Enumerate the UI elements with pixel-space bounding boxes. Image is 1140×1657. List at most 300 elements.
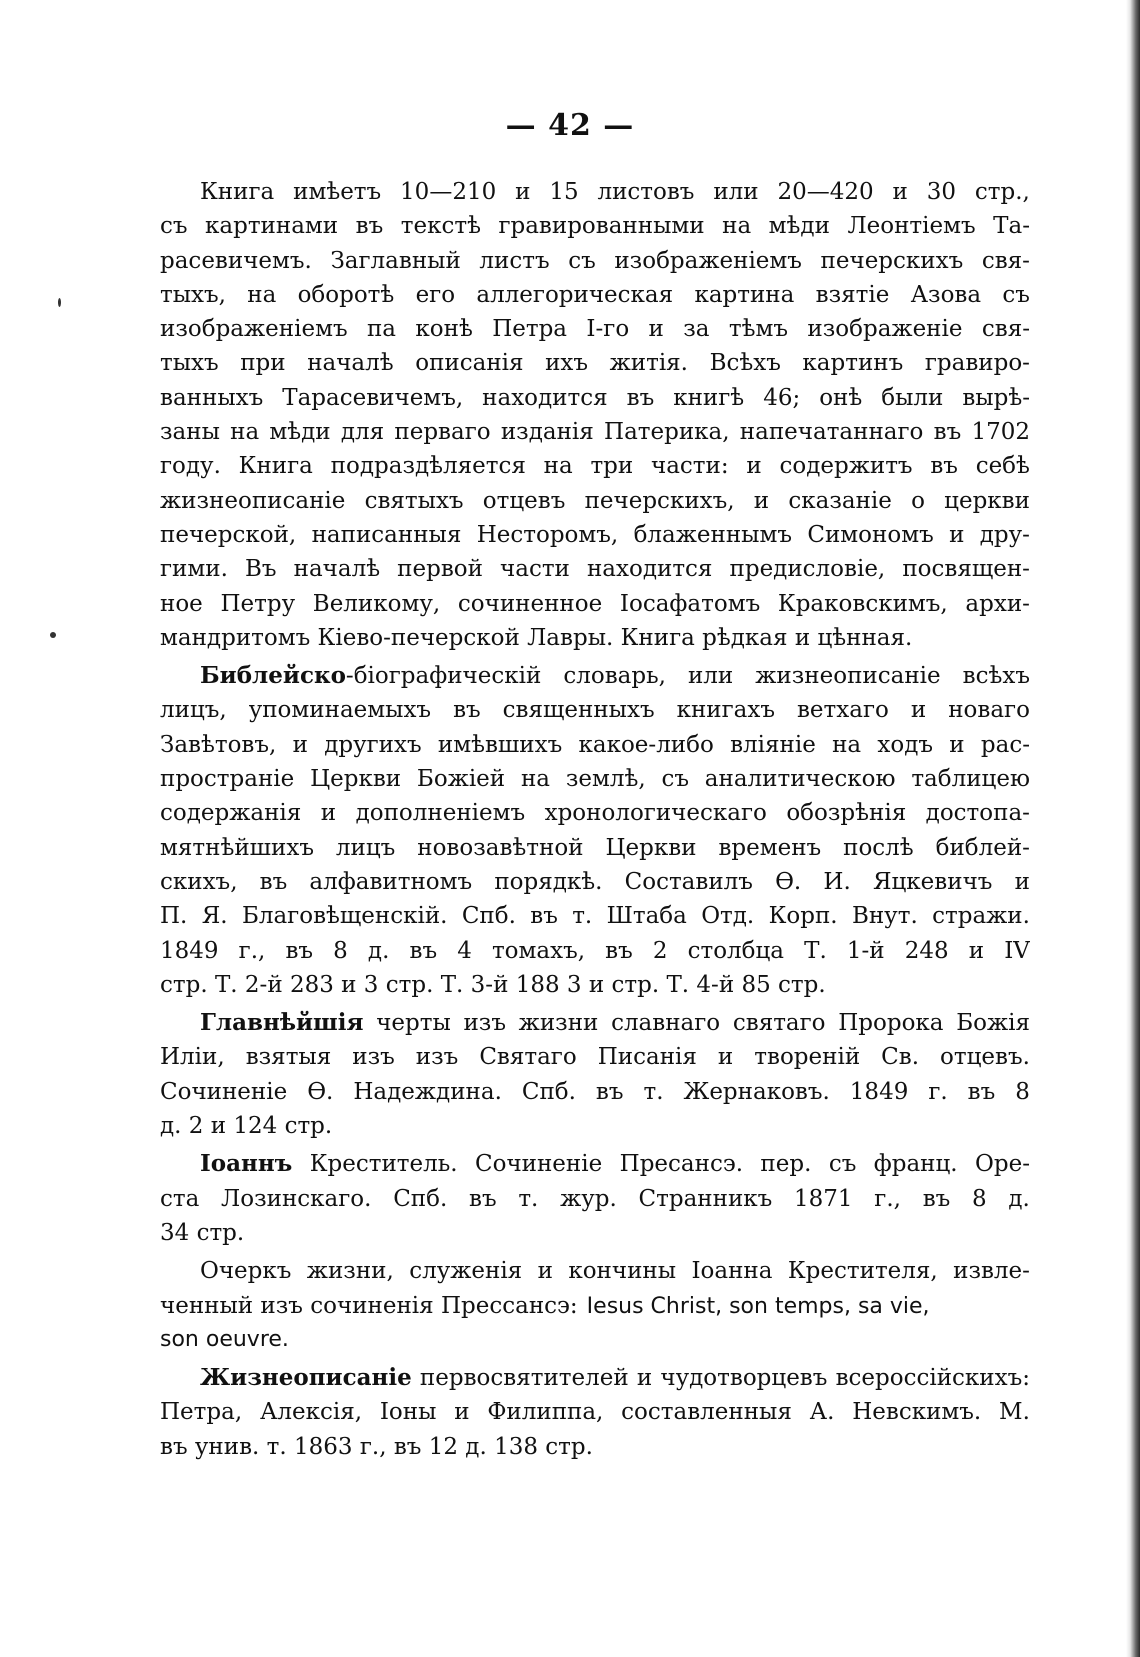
word: г., [238, 937, 266, 964]
line-text [160, 381, 1030, 415]
word: церкви [944, 487, 1030, 514]
word: о [911, 487, 925, 514]
line-text: -біографическій словарь, или жизнеописаніе всѣхъ [345, 663, 1030, 690]
word: съ [160, 213, 188, 240]
word: гравиро- [924, 350, 1030, 377]
word: на [722, 213, 752, 240]
word: при [240, 350, 286, 377]
word: содержанія [160, 800, 302, 827]
word: листъ [479, 247, 550, 274]
paragraph-prophet-elijah [160, 1006, 1030, 1143]
word: въ [922, 1185, 951, 1212]
word: таблицею [911, 766, 1030, 793]
word: ихъ [545, 350, 589, 377]
paragraph-lives-of-saints [160, 1361, 1030, 1464]
word: ветхаго [796, 697, 889, 724]
line-text [160, 312, 1030, 346]
word: Петра [492, 316, 568, 343]
word: пространіе [160, 766, 295, 793]
word: на [230, 419, 260, 446]
word: имѣетъ [293, 179, 382, 205]
word: Великому, [312, 590, 441, 617]
word: кончины [568, 1258, 677, 1285]
word: ное [160, 590, 203, 617]
word: изъ [415, 1044, 459, 1071]
word: рас- [980, 731, 1030, 758]
word: лицъ, [160, 697, 227, 724]
word: Крестителя, [787, 1258, 938, 1285]
word: и [1014, 868, 1030, 895]
latin-title-end: son oeuvre. [160, 1326, 289, 1352]
word: и [910, 697, 927, 724]
text-line [160, 415, 1030, 449]
word: ванныхъ [160, 384, 264, 411]
word: т. [643, 1078, 664, 1105]
word: въ [626, 384, 655, 411]
word: 20—420 [777, 179, 874, 205]
line-text [200, 1254, 1030, 1288]
word: д. [1008, 1185, 1030, 1212]
word: картинами [205, 213, 339, 240]
word: Ѳ. [307, 1078, 334, 1105]
text-line [160, 552, 1030, 586]
word: библей- [935, 834, 1030, 861]
word: аналитическою [704, 766, 896, 793]
word: въ [285, 937, 314, 964]
text-line [160, 693, 1030, 727]
latin-title: Iesus Christ, son temps, sa vie, [586, 1293, 930, 1319]
word: Церкви [310, 766, 402, 793]
word: описанія [415, 350, 524, 377]
line-text [160, 552, 1030, 586]
text-line [160, 1361, 1030, 1395]
word: Жернаковъ. [683, 1078, 830, 1105]
text-line [160, 1075, 1030, 1109]
word: Очеркъ [200, 1258, 292, 1285]
word: свя- [981, 316, 1030, 343]
text-line [160, 449, 1030, 483]
text-line [160, 587, 1030, 621]
ink-speck [58, 298, 61, 307]
text-line [160, 831, 1030, 865]
word: и [717, 1044, 734, 1071]
word: временъ [718, 834, 822, 861]
text-line [160, 1289, 1030, 1323]
word: заны [160, 419, 220, 446]
word: 10—210 [400, 179, 497, 205]
word: или [713, 179, 759, 205]
word: 1-й [846, 937, 885, 964]
word: въ [409, 937, 438, 964]
word: Завѣтовъ, [160, 731, 277, 758]
word: Лозинскаго. [221, 1185, 372, 1212]
word: ста [160, 1185, 200, 1212]
paragraph-bible-dictionary [160, 659, 1030, 1002]
word: изображеніемъ [614, 247, 802, 274]
word: предисловіе, [729, 556, 886, 583]
word: дополненіемъ [355, 800, 526, 827]
word: Внут. [851, 903, 918, 930]
word: 46; [763, 384, 801, 411]
line-text: мандритомъ Кіево-печерской Лавры. Книга рѣдкая и цѣнная. [160, 624, 913, 651]
word: Азова [910, 281, 982, 308]
word: составленныя [621, 1399, 792, 1426]
word: Филиппа, [487, 1399, 604, 1426]
paragraph-john-baptist [160, 1147, 1030, 1250]
word: картина [694, 281, 795, 308]
word: аллегорическая [476, 281, 674, 308]
page-number: — 42 — [505, 108, 635, 143]
word: блаженнымъ [633, 521, 793, 548]
word: части: [651, 453, 729, 480]
word: новаго [948, 697, 1030, 724]
word: И. [823, 868, 851, 895]
word: алфавитномъ [309, 868, 473, 895]
word: отцевъ [482, 487, 566, 514]
word: порядкѣ. [494, 868, 603, 895]
word: Составилъ [624, 868, 753, 895]
text-line [160, 1182, 1030, 1216]
word: году. [160, 453, 221, 480]
word: гими. [160, 556, 228, 583]
word: перваго [394, 419, 491, 446]
word: сочиненное [457, 590, 603, 617]
line-text [160, 796, 1030, 830]
word: вырѣ- [962, 384, 1030, 411]
book-text [160, 175, 1030, 1468]
word: и [949, 521, 965, 548]
word: расевичемъ. [160, 247, 312, 274]
word: и [968, 937, 985, 964]
text-line [160, 312, 1030, 346]
line-text: Креститель. Сочиненіе Пресансэ. пер. съ франц. Оре- [292, 1151, 1030, 1178]
word: началѣ [293, 556, 381, 583]
word: 8 [972, 1185, 987, 1212]
word: Т. [804, 937, 827, 964]
word: Симономъ [807, 521, 934, 548]
word: съ [1002, 281, 1030, 308]
line-text-group [200, 1006, 1030, 1040]
word: Книга [200, 179, 275, 205]
word: три [590, 453, 634, 480]
word: 30 [926, 179, 957, 205]
word: на [543, 453, 573, 480]
word: печерскихъ [820, 247, 964, 274]
text-line [160, 518, 1030, 552]
word: съ [568, 247, 596, 274]
word: началѣ [307, 350, 394, 377]
word: I-го [586, 316, 630, 343]
line-text [160, 762, 1030, 796]
word: 15 [549, 179, 579, 205]
word: конѣ [415, 316, 473, 343]
word: Писанія [597, 1044, 697, 1071]
word: напечатаннаго [739, 419, 924, 446]
text-line [160, 1216, 1030, 1250]
word: и [292, 731, 308, 758]
text-line [160, 1395, 1030, 1429]
word: г. [928, 1078, 948, 1105]
text-line [160, 1430, 1030, 1464]
line-text [200, 175, 1030, 209]
text-line [160, 865, 1030, 899]
word: взятіе [815, 281, 890, 308]
word: Петру [220, 590, 296, 617]
word: въ [967, 1078, 996, 1105]
word: 8 [1015, 1078, 1030, 1105]
word: въ [453, 697, 481, 724]
word: печерской, [160, 521, 297, 548]
word: лицъ [335, 834, 396, 861]
word: М. [999, 1399, 1030, 1426]
line-text [160, 899, 1030, 933]
word: написанныя [311, 521, 462, 548]
word: т. [518, 1185, 539, 1212]
word: Корп. [768, 903, 838, 930]
entry-keyword: Жизнеописаніе [200, 1364, 412, 1392]
word: имѣвшихъ [437, 731, 563, 758]
word: были [881, 384, 944, 411]
word: 248 [904, 937, 949, 964]
word: взятыя [245, 1044, 332, 1071]
word: содержитъ [779, 453, 913, 480]
word: скихъ, [160, 868, 238, 895]
word: и [753, 487, 770, 514]
word: первой [397, 556, 483, 583]
word: и [515, 179, 531, 205]
word: на [520, 766, 550, 793]
word: послѣ [843, 834, 914, 861]
word: изображеніемъ [160, 316, 348, 343]
word: Книга [238, 453, 313, 480]
word: находится [586, 556, 713, 583]
text-line [160, 346, 1030, 380]
word: печерскихъ, [584, 487, 735, 514]
word: отцевъ. [940, 1044, 1030, 1071]
word: архи- [965, 590, 1030, 617]
ink-speck [50, 632, 56, 638]
text-line [160, 1006, 1030, 1040]
word: какое-либо [578, 731, 714, 758]
word: Благовѣщенскій. [241, 903, 448, 930]
word: книгѣ [673, 384, 745, 411]
word: г., [874, 1185, 901, 1212]
text-line [160, 1254, 1030, 1288]
word: Спб. [521, 1078, 576, 1105]
text-line [160, 899, 1030, 933]
word: 1849 [160, 937, 219, 964]
text-line [160, 762, 1030, 796]
line-text: въ унив. т. 1863 г., въ 12 д. 138 стр. [160, 1433, 593, 1460]
word: землѣ, [565, 766, 646, 793]
word: и [537, 1258, 553, 1285]
word: 4 [457, 937, 472, 964]
line-text: первосвятителей и чудотворцевъ всероссійскихъ: [411, 1365, 1030, 1392]
word: въ [469, 1185, 497, 1212]
text-line [160, 381, 1030, 415]
text-line [160, 968, 1030, 1002]
text-line [160, 728, 1030, 762]
word: и [949, 731, 965, 758]
word: тыхъ, [160, 281, 226, 308]
word: на [247, 281, 277, 308]
word: и [746, 453, 762, 480]
line-text-group [200, 1147, 1030, 1181]
word: Спб. [393, 1185, 448, 1212]
word: А. [809, 1399, 835, 1426]
word: стр., [974, 179, 1030, 205]
word: въ [259, 868, 288, 895]
paragraph-john-baptist-essay [160, 1254, 1030, 1357]
word: 1871 [794, 1185, 853, 1212]
text-line [160, 796, 1030, 830]
word: жизни, [306, 1258, 394, 1285]
text-line [160, 1323, 1030, 1357]
word: IV [1004, 937, 1030, 964]
word: 2 [652, 937, 668, 964]
line-text-group [200, 1361, 1030, 1395]
word: мѣди [269, 419, 331, 446]
word: твореній [754, 1044, 861, 1071]
word: Всѣхъ [709, 350, 781, 377]
line-text [160, 728, 1030, 762]
word: Алексія, [259, 1399, 363, 1426]
line-text [160, 346, 1030, 380]
word: д. [367, 937, 390, 964]
line-text [160, 1182, 1030, 1216]
word: Краковскимъ, [777, 590, 948, 617]
entry-keyword: Библейско [200, 662, 346, 690]
word: Петра, [160, 1399, 243, 1426]
line-text [160, 449, 1030, 483]
word: достопа- [925, 800, 1030, 827]
page-binding-edge [1126, 0, 1140, 1657]
word: за [683, 316, 710, 343]
word: Спб. [461, 903, 516, 930]
line-text: д. 2 и 124 стр. [160, 1113, 333, 1140]
word: мѣди [768, 213, 830, 240]
text-line [160, 1147, 1030, 1181]
word: Я. [201, 903, 228, 930]
text-line [160, 244, 1030, 278]
word: картинъ [802, 350, 904, 377]
word: столбца [687, 937, 785, 964]
word: Божіей [416, 766, 506, 793]
word: и [454, 1399, 470, 1426]
word: т. [572, 903, 593, 930]
entry-keyword: Іоаннъ [200, 1150, 293, 1178]
word: его [415, 281, 456, 308]
word: Сочиненіе [160, 1078, 288, 1105]
word: тѣмъ [728, 316, 789, 343]
word: священныхъ [502, 697, 655, 724]
word: и [320, 800, 337, 827]
word: для [340, 419, 385, 446]
word: обозрѣнія [786, 800, 907, 827]
text-line [160, 659, 1030, 693]
word: изданія [500, 419, 594, 446]
word: онѣ [819, 384, 863, 411]
line-text [160, 415, 1030, 449]
text-line [160, 621, 1030, 655]
word: гравированными [498, 213, 705, 240]
word: хронологическаго [544, 800, 767, 827]
word: въ [530, 903, 558, 930]
word: Заглавный [330, 247, 461, 274]
word: Невскимъ. [852, 1399, 982, 1426]
word: па [366, 316, 397, 343]
word: Штаба [606, 903, 687, 930]
word: части [500, 556, 570, 583]
word: Святаго [479, 1044, 577, 1071]
word: въ [930, 453, 958, 480]
word: книгахъ [676, 697, 775, 724]
word: дру- [979, 521, 1030, 548]
word: Ѳ. [775, 868, 802, 895]
word: въ [355, 213, 384, 240]
word: Іоны [379, 1399, 437, 1426]
text-line [160, 1109, 1030, 1143]
word: изображеніе [807, 316, 963, 343]
word: свя- [981, 247, 1030, 274]
word: себѣ [975, 453, 1030, 480]
line-text: черты изъ жизни славнаго святаго Пророка Божія [363, 1010, 1030, 1037]
paragraph-patericon-description [160, 175, 1030, 655]
text-line [160, 175, 1030, 209]
line-text [160, 484, 1030, 518]
word: упоминаемыхъ [248, 697, 432, 724]
word: въ [595, 1078, 624, 1105]
text-line [160, 209, 1030, 243]
word: посвящен- [902, 556, 1030, 583]
word: листовъ [597, 179, 695, 205]
word: подраздѣляется [330, 453, 526, 480]
word: вліяніе [730, 731, 816, 758]
word: 8 [333, 937, 348, 964]
word: 1702 [971, 419, 1030, 446]
word: въ [933, 419, 962, 446]
line-text [160, 831, 1030, 865]
word: Несторомъ, [476, 521, 619, 548]
line-text [160, 1075, 1030, 1109]
word: П. [160, 903, 188, 930]
line-text: ченный изъ сочиненія Прессансэ: [160, 1292, 578, 1319]
word: Патерика, [604, 419, 730, 446]
word: и [648, 316, 664, 343]
word: другихъ [324, 731, 422, 758]
word: новозавѣтной [417, 834, 584, 861]
word: Та- [993, 213, 1030, 240]
word: томахъ, [491, 937, 586, 964]
word: и [892, 179, 908, 205]
line-text [160, 587, 1030, 621]
word: въ [605, 937, 633, 964]
word: съ [661, 766, 689, 793]
word: мятнѣйшихъ [160, 834, 314, 861]
line-text: стр. Т. 2-й 283 и 3 стр. Т. 3-й 188 3 и стр. Т. 4-й 85 стр. [160, 971, 826, 998]
word: 1849 [849, 1078, 909, 1105]
word: святыхъ [364, 487, 464, 514]
word: Іоанна [691, 1258, 773, 1285]
line-text [160, 518, 1030, 552]
line-text [160, 278, 1030, 312]
word: Іосафатомъ [619, 590, 761, 617]
text-line [160, 934, 1030, 968]
word: служенія [409, 1258, 523, 1285]
word: Леонтіемъ [847, 213, 976, 240]
word: Иліи, [160, 1044, 225, 1071]
line-text [160, 209, 1030, 243]
